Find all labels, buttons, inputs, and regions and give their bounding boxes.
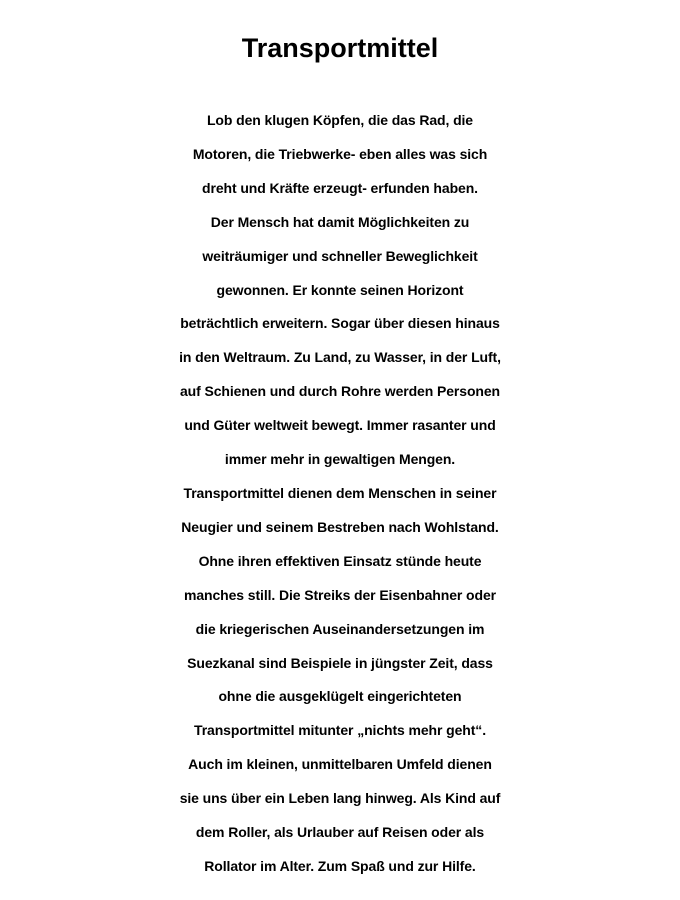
text-line: in den Weltraum. Zu Land, zu Wasser, in der Luft,	[179, 349, 501, 366]
text-line: ohne die ausgeklügelt eingerichteten	[218, 688, 462, 705]
text-line: dem Roller, als Urlauber auf Reisen oder als	[195, 824, 485, 841]
text-line: Auch im kleinen, unmittelbaren Umfeld dienen	[188, 756, 492, 773]
text-line: Transportmittel mitunter „nichts mehr geht“.	[194, 722, 486, 739]
text-line: und Güter weltweit bewegt. Immer rasanter und	[184, 417, 496, 434]
document-title: Transportmittel	[241, 33, 439, 63]
text-line: Lob den klugen Köpfen, die das Rad, die	[206, 112, 473, 128]
text-line: Der Mensch hat damit Möglichkeiten zu	[210, 213, 470, 230]
text-line: auf Schienen und durch Rohre werden Personen	[180, 383, 500, 400]
text-line: beträchtlich erweitern. Sogar über diesen hinaus	[180, 315, 500, 332]
text-line: dreht und Kräfte erzeugt- erfunden haben.	[202, 179, 478, 196]
text-line: Motoren, die Triebwerke- eben alles was sich	[192, 145, 488, 162]
text-line: Suezkanal sind Beispiele in jüngster Zeit, dass	[187, 654, 493, 671]
text-line: sie uns über ein Leben lang hinweg. Als Kind auf	[179, 790, 501, 807]
text-line: Ohne ihren effektiven Einsatz stünde heute	[198, 552, 482, 569]
text-line: Neugier und seinem Bestreben nach Wohlstand.	[181, 518, 499, 535]
text-line: weiträumiger und schneller Beweglichkeit	[202, 247, 478, 264]
text-line: gewonnen. Er konnte seinen Horizont	[216, 281, 464, 298]
text-line: Rollator im Alter. Zum Spaß und zur Hilfe.	[204, 857, 476, 874]
text-line: die kriegerischen Auseinandersetzungen im	[195, 620, 485, 637]
text-line: manches still. Die Streiks der Eisenbahner oder	[184, 586, 496, 603]
text-line: Transportmittel dienen dem Menschen in seiner	[183, 484, 497, 501]
text-line: immer mehr in gewaltigen Mengen.	[224, 451, 456, 468]
document-body	[0, 104, 680, 884]
